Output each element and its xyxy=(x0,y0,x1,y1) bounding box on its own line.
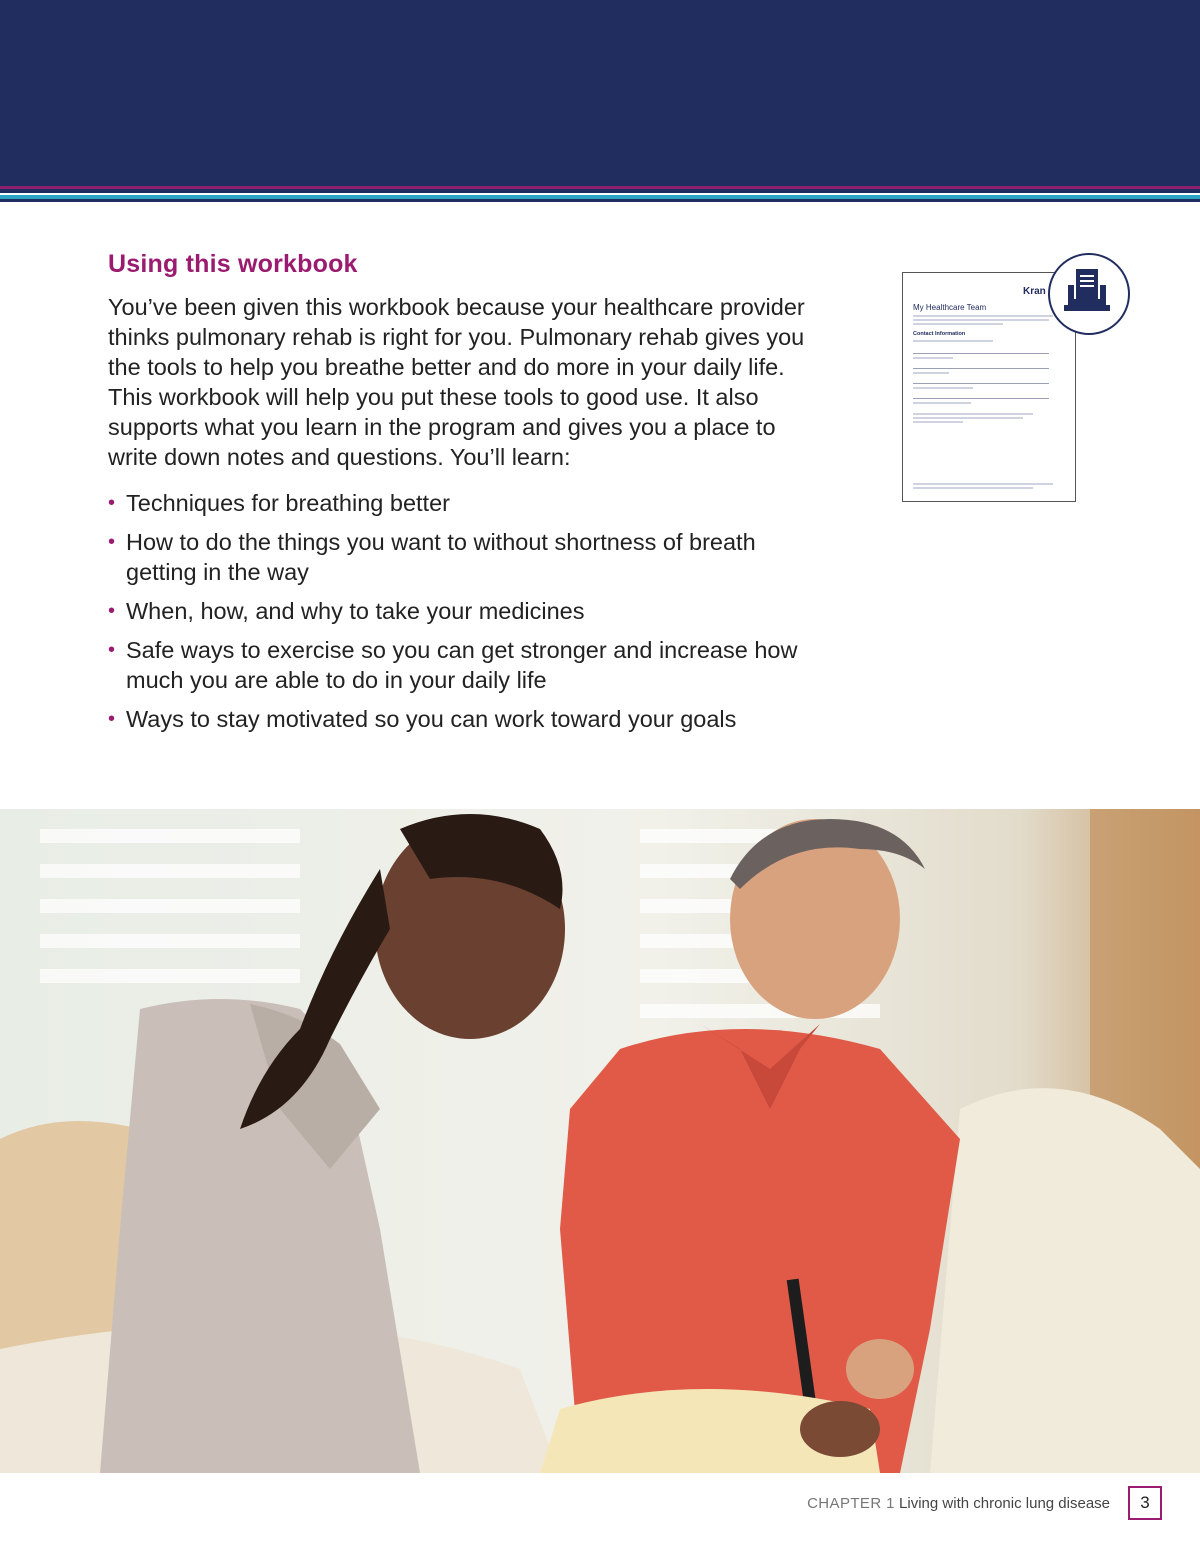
thumbnail-rule xyxy=(913,368,1049,369)
bullet-icon: • xyxy=(108,600,116,622)
thumbnail-text-line xyxy=(913,402,971,404)
thumbnail-text-line xyxy=(913,413,1033,415)
thumbnail-subtitle: Contact Information xyxy=(913,331,966,337)
list-item-text: How to do the things you want to without shortness of breath getting in the way xyxy=(126,529,756,585)
intro-paragraph: You’ve been given this workbook because your healthcare provider thinks pulmonary rehab is right for you. Pulmonary rehab gives you the tools to help you breathe better and do more in your daily life. This workbook will help you put these tools to good use. It also supports what you learn in the program and gives you a place to write down notes and questions. You’ll learn: xyxy=(108,294,805,470)
document-printer-icon-graphic xyxy=(1050,255,1128,333)
bullet-icon: • xyxy=(108,708,116,730)
thumbnail-text-line xyxy=(913,487,1033,489)
thumbnail-text-line xyxy=(913,421,963,423)
learning-list xyxy=(108,488,828,743)
thumbnail-text-line xyxy=(913,387,973,389)
section-title: Using this workbook xyxy=(108,250,358,278)
thumbnail-text-line xyxy=(913,340,993,342)
bullet-icon: • xyxy=(108,531,116,553)
list-item xyxy=(108,488,828,518)
list-item xyxy=(108,596,828,626)
thumbnail-rule xyxy=(913,353,1049,354)
thumbnail-text-line xyxy=(913,417,1023,419)
list-item-text: Techniques for breathing better xyxy=(126,490,450,516)
page-number: 3 xyxy=(1128,1486,1162,1520)
thumbnail-text-line xyxy=(913,483,1053,485)
list-item xyxy=(108,704,828,734)
chapter-label: CHAPTER 1 xyxy=(807,1495,895,1512)
thumbnail-text-line xyxy=(913,357,953,359)
thumbnail-text-line xyxy=(913,315,1053,317)
header-band xyxy=(0,0,1200,186)
thumbnail-title: My Healthcare Team xyxy=(913,303,987,312)
thumbnail-text-line xyxy=(913,319,1049,321)
photo-illustration xyxy=(0,809,1200,1473)
bullet-icon: • xyxy=(108,492,116,514)
bullet-icon: • xyxy=(108,639,116,661)
list-item-text: Ways to stay motivated so you can work toward your goals xyxy=(126,706,737,732)
document-printer-icon xyxy=(1048,253,1130,335)
list-item xyxy=(108,635,828,695)
chapter-title: Living with chronic lung disease xyxy=(899,1495,1110,1512)
caregiver-patient-photo xyxy=(0,809,1200,1473)
thumbnail-brand: Kran xyxy=(1023,286,1046,297)
header-stripe xyxy=(0,199,1200,202)
list-item-text: Safe ways to exercise so you can get stronger and increase how much you are able to do in your daily life xyxy=(126,637,798,693)
chapter-footer xyxy=(807,1495,1110,1512)
list-item xyxy=(108,527,828,587)
thumbnail-text-line xyxy=(913,323,1003,325)
thumbnail-rule xyxy=(913,383,1049,384)
list-item-text: When, how, and why to take your medicines xyxy=(126,598,585,624)
thumbnail-rule xyxy=(913,398,1049,399)
thumbnail-text-line xyxy=(913,372,949,374)
